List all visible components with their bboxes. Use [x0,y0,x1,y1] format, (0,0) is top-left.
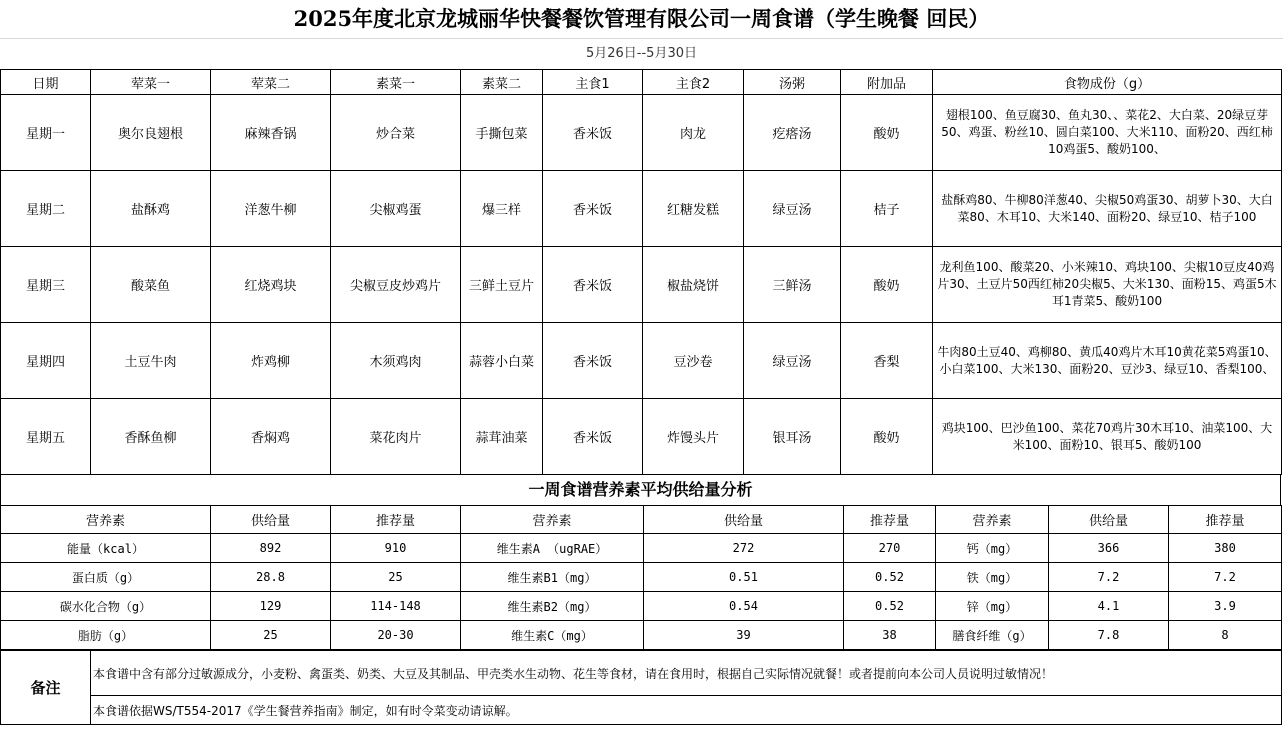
menu-header-cell: 主食1 [543,70,643,95]
dish-cell: 香焖鸡 [211,399,331,475]
nutrient-supply: 28.8 [211,563,331,592]
dish-cell: 疙瘩汤 [744,95,841,171]
nutrient-name: 维生素B1（mg） [461,563,644,592]
dish-cell: 银耳汤 [744,399,841,475]
nutrition-row [1,563,1282,592]
nutrient-supply: 272 [644,534,844,563]
notes-label: 备注 [1,651,91,725]
menu-header-cell: 主食2 [643,70,744,95]
nutrient-name: 维生素B2（mg） [461,592,644,621]
dish-cell: 香米饭 [543,95,643,171]
ingredients-cell: 翅根100、鱼豆腐30、鱼丸30、、菜花2、大白菜、20绿豆芽50、鸡蛋、粉丝10、圆白菜100、大米110、面粉20、西红柿10鸡蛋5、酸奶100、 [933,95,1282,171]
nutrient-name: 脂肪（g） [1,621,211,650]
dish-cell: 洋葱牛柳 [211,171,331,247]
nutrient-supply: 25 [211,621,331,650]
dish-cell: 土豆牛肉 [91,323,211,399]
page-title: 2025年度北京龙城丽华快餐餐饮管理有限公司一周食谱（学生晚餐 回民） [0,0,1283,39]
menu-header-row [1,70,1282,95]
nutrition-header-cell: 供给量 [644,506,844,534]
nutrient-name: 能量（kcal） [1,534,211,563]
nutrient-recommended: 114-148 [331,592,461,621]
menu-row-thursday [1,323,1282,399]
dish-cell: 香米饭 [543,247,643,323]
nutrient-name: 膳食纤维（g） [936,621,1049,650]
nutrient-supply: 0.54 [644,592,844,621]
nutrient-supply: 129 [211,592,331,621]
dish-cell: 炸馒头片 [643,399,744,475]
nutrition-header-cell: 营养素 [936,506,1049,534]
menu-header-cell: 素菜二 [461,70,543,95]
nutrient-supply: 366 [1049,534,1169,563]
nutrient-recommended: 910 [331,534,461,563]
nutrient-recommended: 3.9 [1169,592,1282,621]
allergen-note: 本食谱中含有部分过敏源成分，小麦粉、禽蛋类、奶类、大豆及其制品、甲壳类水生动物、花生等食材，请在食用时，根据自己实际情况就餐！或者提前向本公司人员说明过敏情况！ [91,651,1282,696]
nutrient-supply: 39 [644,621,844,650]
day-cell: 星期五 [1,399,91,475]
dish-cell: 香米饭 [543,323,643,399]
nutrient-supply: 892 [211,534,331,563]
dish-cell: 盐酥鸡 [91,171,211,247]
nutrition-row [1,621,1282,650]
dish-cell: 酸奶 [841,95,933,171]
nutrient-supply: 7.8 [1049,621,1169,650]
nutrient-name: 铁（mg） [936,563,1049,592]
dish-cell: 手撕包菜 [461,95,543,171]
nutrition-header-row [1,506,1282,534]
day-cell: 星期二 [1,171,91,247]
nutrient-name: 维生素C（mg） [461,621,644,650]
nutrient-name: 锌（mg） [936,592,1049,621]
menu-header-cell: 附加品 [841,70,933,95]
dish-cell: 蒜茸油菜 [461,399,543,475]
nutrient-supply: 7.2 [1049,563,1169,592]
nutrition-header-cell: 推荐量 [1169,506,1282,534]
nutrient-supply: 4.1 [1049,592,1169,621]
nutrient-recommended: 20-30 [331,621,461,650]
dish-cell: 香酥鱼柳 [91,399,211,475]
menu-header-cell: 素菜一 [331,70,461,95]
dish-cell: 绿豆汤 [744,323,841,399]
dish-cell: 木须鸡肉 [331,323,461,399]
weekly-menu-table [0,69,1282,475]
nutrition-table [0,505,1282,650]
dish-cell: 尖椒豆皮炒鸡片 [331,247,461,323]
dish-cell: 椒盐烧饼 [643,247,744,323]
nutrition-section-title: 一周食谱营养素平均供给量分析 [0,475,1281,505]
dish-cell: 酸奶 [841,399,933,475]
menu-row-monday [1,95,1282,171]
nutrient-name: 维生素A （ugRAE） [461,534,644,563]
nutrition-header-cell: 推荐量 [331,506,461,534]
menu-row-tuesday [1,171,1282,247]
nutrient-recommended: 0.52 [844,563,936,592]
nutrition-row [1,534,1282,563]
menu-header-cell: 食物成份（g） [933,70,1282,95]
nutrient-supply: 0.51 [644,563,844,592]
date-range: 5月26日--5月30日 [585,46,697,61]
dish-cell: 麻辣香锅 [211,95,331,171]
guideline-note: 本食谱依据WS/T554-2017《学生餐营养指南》制定，如有时令菜变动请谅解。 [91,696,1282,725]
dish-cell: 炸鸡柳 [211,323,331,399]
nutrition-header-cell: 供给量 [211,506,331,534]
dish-cell: 红糖发糕 [643,171,744,247]
nutrition-header-cell: 营养素 [1,506,211,534]
nutrition-header-cell: 营养素 [461,506,644,534]
nutrient-recommended: 7.2 [1169,563,1282,592]
ingredients-cell: 鸡块100、巴沙鱼100、菜花70鸡片30木耳10、油菜100、大米100、面粉10、银耳5、酸奶100 [933,399,1282,475]
nutrient-name: 钙（mg） [936,534,1049,563]
nutrient-recommended: 380 [1169,534,1282,563]
nutrient-recommended: 0.52 [844,592,936,621]
dish-cell: 尖椒鸡蛋 [331,171,461,247]
nutrition-header-cell: 推荐量 [844,506,936,534]
dish-cell: 香梨 [841,323,933,399]
dish-cell: 蒜蓉小白菜 [461,323,543,399]
dish-cell: 三鲜土豆片 [461,247,543,323]
nutrient-name: 碳水化合物（g） [1,592,211,621]
dish-cell: 炒合菜 [331,95,461,171]
dish-cell: 绿豆汤 [744,171,841,247]
dish-cell: 豆沙卷 [643,323,744,399]
dish-cell: 香米饭 [543,399,643,475]
menu-row-wednesday [1,247,1282,323]
ingredients-cell: 盐酥鸡80、牛柳80洋葱40、尖椒50鸡蛋30、胡萝卜30、大白菜80、木耳10、大米140、面粉20、绿豆10、桔子100 [933,171,1282,247]
dish-cell: 香米饭 [543,171,643,247]
nutrient-recommended: 25 [331,563,461,592]
day-cell: 星期三 [1,247,91,323]
ingredients-cell: 牛肉80土豆40、鸡柳80、黄瓜40鸡片木耳10黄花菜5鸡蛋10、小白菜100、大米130、面粉20、豆沙3、绿豆10、香梨100、 [933,323,1282,399]
nutrition-header-cell: 供给量 [1049,506,1169,534]
dish-cell: 爆三样 [461,171,543,247]
day-cell: 星期四 [1,323,91,399]
menu-header-cell: 荤菜二 [211,70,331,95]
menu-header-cell: 汤粥 [744,70,841,95]
dish-cell: 肉龙 [643,95,744,171]
nutrient-name: 蛋白质（g） [1,563,211,592]
nutrient-recommended: 8 [1169,621,1282,650]
notes-table [0,650,1282,725]
ingredients-cell: 龙利鱼100、酸菜20、小米辣10、鸡块100、尖椒10豆皮40鸡片30、土豆片50西红柿20尖椒5、大米130、面粉15、鸡蛋5木耳1青菜5、酸奶100 [933,247,1282,323]
dish-cell: 酸奶 [841,247,933,323]
dish-cell: 桔子 [841,171,933,247]
dish-cell: 酸菜鱼 [91,247,211,323]
nutrition-row [1,592,1282,621]
menu-header-cell: 日期 [1,70,91,95]
dish-cell: 菜花肉片 [331,399,461,475]
nutrient-recommended: 38 [844,621,936,650]
dish-cell: 三鲜汤 [744,247,841,323]
dish-cell: 奥尔良翅根 [91,95,211,171]
menu-row-friday [1,399,1282,475]
nutrient-recommended: 270 [844,534,936,563]
day-cell: 星期一 [1,95,91,171]
menu-header-cell: 荤菜一 [91,70,211,95]
dish-cell: 红烧鸡块 [211,247,331,323]
